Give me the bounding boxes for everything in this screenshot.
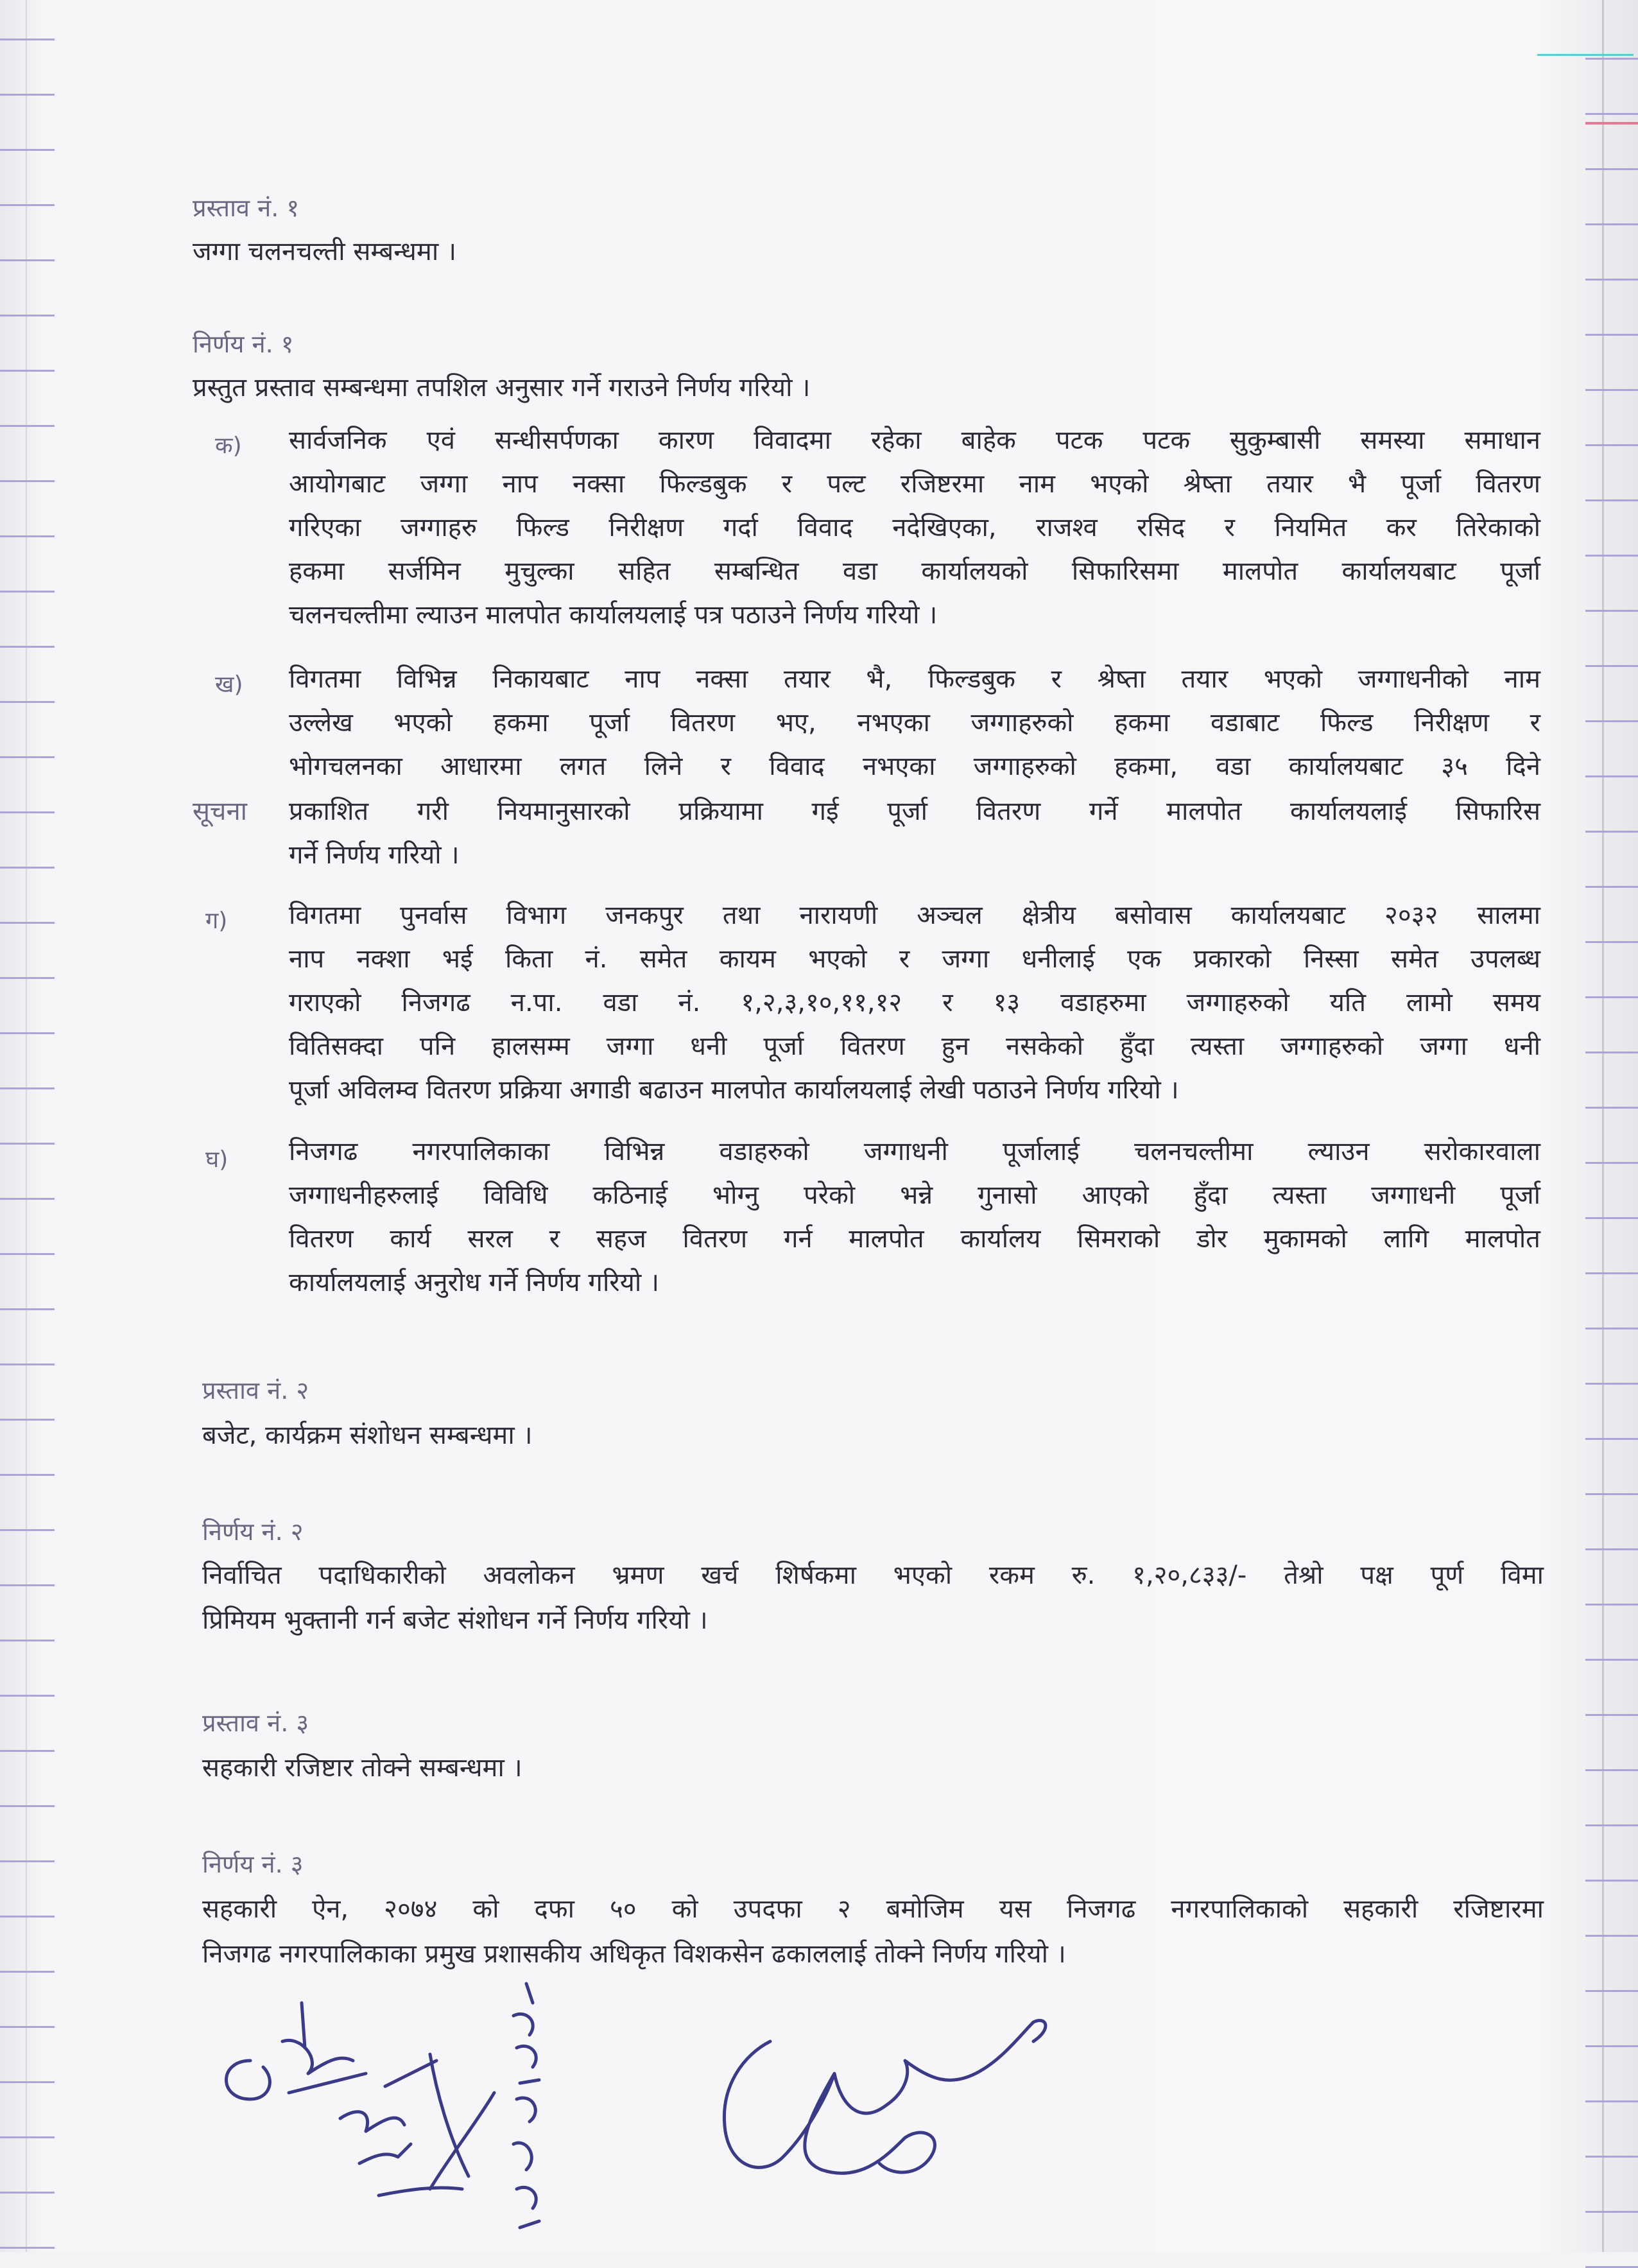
item-gha-line-1: निजगढ नगरपालिकाका विभिन्न वडाहरुको जग्गाधनी पूर्जालाई चलनचल्तीमा ल्याउन सरोकारवाला — [289, 1137, 1540, 1166]
decision-2-line-1: निर्वाचित पदाधिकारीको अवलोकन भ्रमण खर्च शिर्षकमा भएको रकम रु. १,२०,८३३/- तेश्रो पक्ष पूर्ण विमा — [202, 1561, 1544, 1590]
signature-3 — [513, 1984, 539, 2228]
item-kha-marker: ख) — [215, 671, 243, 698]
signature-4 — [724, 2020, 1045, 2173]
decision-1-heading: निर्णय नं. १ — [193, 330, 294, 358]
decision-2-heading: निर्णय नं. २ — [202, 1518, 304, 1546]
item-ga-line-1: विगतमा पुनर्वास विभाग जनकपुर तथा नारायणी अञ्चल क्षेत्रीय बसोवास कार्यालयबाट २०३२ सालमा — [289, 901, 1540, 930]
item-gha-line-4: कार्यालयलाई अनुरोध गर्ने निर्णय गरियो । — [289, 1268, 660, 1297]
item-kha-margin-note: सूचना — [193, 797, 247, 826]
item-kha-line-1: विगतमा विभिन्न निकायबाट नाप नक्सा तयार भै, फिल्डबुक र श्रेष्ता तयार भएको जग्गाधनीको नाम — [289, 664, 1540, 694]
proposal-2-heading: प्रस्ताव नं. २ — [202, 1376, 309, 1405]
item-ka-line-2: आयोगबाट जग्गा नाप नक्सा फिल्डबुक र पल्ट रजिष्टरमा नाम भएको श्रेष्ता तयार भै पूर्जा वितरण — [289, 469, 1540, 499]
item-kha-line-5: गर्ने निर्णय गरियो । — [289, 840, 460, 870]
signatures-area — [193, 1964, 1091, 2234]
item-ka-line-3: गरिएका जग्गाहरु फिल्ड निरीक्षण गर्दा विवाद नदेखिएका, राजश्व रसिद र नियमित कर तिरेकाको — [289, 513, 1540, 542]
item-ga-line-4: वितिसक्दा पनि हालसम्म जग्गा धनी पूर्जा वितरण हुन नसकेको हुँदा त्यस्ता जग्गाहरुको जग्गा धनी — [289, 1032, 1540, 1061]
item-ka-marker: क) — [215, 433, 242, 459]
proposal-3-heading: प्रस्ताव नं. ३ — [202, 1709, 309, 1737]
item-ga-line-3: गराएको निजगढ न.पा. वडा नं. १,२,३,१०,११,१२ र १३ वडाहरुमा जग्गाहरुको यति लामो समय — [289, 988, 1540, 1017]
item-gha-marker: घ) — [205, 1147, 228, 1173]
item-gha-line-3: वितरण कार्य सरल र सहज वितरण गर्न मालपोत कार्यालय सिमराको डोर मुकामको लागि मालपोत — [289, 1224, 1540, 1254]
item-kha-line-2: उल्लेख भएको हकमा पूर्जा वितरण भए, नभएका जग्गाहरुको हकमा वडाबाट फिल्ड निरीक्षण र — [289, 708, 1540, 738]
decision-1-text: प्रस्तुत प्रस्ताव सम्बन्धमा तपशिल अनुसार गर्ने गराउने निर्णय गरियो । — [193, 373, 811, 403]
proposal-2-text: बजेट, कार्यक्रम संशोधन सम्बन्धमा । — [202, 1421, 533, 1450]
decision-3-heading: निर्णय नं. ३ — [202, 1850, 304, 1878]
decision-3-line-2: निजगढ नगरपालिकाका प्रमुख प्रशासकीय अधिकृत विशकसेन ढकाललाई तोक्ने निर्णय गरियो । — [202, 1939, 1066, 1969]
signature-1 — [227, 2003, 366, 2099]
proposal-1-heading: प्रस्ताव नं. १ — [193, 194, 300, 222]
proposal-3-text: सहकारी रजिष्टार तोक्ने सम्बन्धमा । — [202, 1753, 522, 1783]
decision-2-line-2: प्रिमियम भुक्तानी गर्न बजेट संशोधन गर्ने निर्णय गरियो । — [202, 1606, 708, 1635]
item-kha-line-3: भोगचलनका आधारमा लगत लिने र विवाद नभएका जग्गाहरुको हकमा, वडा कार्यालयबाट ३५ दिने — [289, 752, 1540, 781]
item-ka-line-5: चलनचल्तीमा ल्याउन मालपोत कार्यालयलाई पत्र पठाउने निर्णय गरियो । — [289, 600, 938, 630]
proposal-1-text: जग्गा चलनचल्ती सम्बन्धमा । — [193, 237, 457, 266]
item-ka-line-1: सार्वजनिक एवं सन्धीसर्पणका कारण विवादमा रहेका बाहेक पटक पटक सुकुम्बासी समस्या समाधान — [289, 426, 1540, 455]
item-ga-line-5: पूर्जा अविलम्व वितरण प्रक्रिया अगाडी बढाउन मालपोत कार्यालयलाई लेखी पठाउने निर्णय गरियो । — [289, 1075, 1179, 1105]
item-ka-line-4: हकमा सर्जमिन मुचुल्का सहित सम्बन्धित वडा कार्यालयको सिफारिसमा मालपोत कार्यालयबाट पूर्जा — [289, 557, 1540, 586]
item-kha-line-4: प्रकाशित गरी नियमानुसारको प्रक्रियामा गई पूर्जा वितरण गर्ने मालपोत कार्यालयलाई सिफारिस — [289, 797, 1540, 826]
decision-3-line-1: सहकारी ऐन, २०७४ को दफा ५० को उपदफा २ बमोजिम यस निजगढ नगरपालिकाको सहकारी रजिष्टारमा — [202, 1894, 1544, 1924]
item-ga-marker: ग) — [205, 908, 228, 934]
item-gha-line-2: जग्गाधनीहरुलाई विविधि कठिनाई भोग्नु परेको भन्ने गुनासो आएको हुँदा त्यस्ता जग्गाधनी पूर्जा — [289, 1181, 1540, 1210]
item-ga-line-2: नाप नक्शा भई किता नं. समेत कायम भएको र जग्गा धनीलाई एक प्रकारको निस्सा समेत उपलब्ध — [289, 944, 1540, 974]
